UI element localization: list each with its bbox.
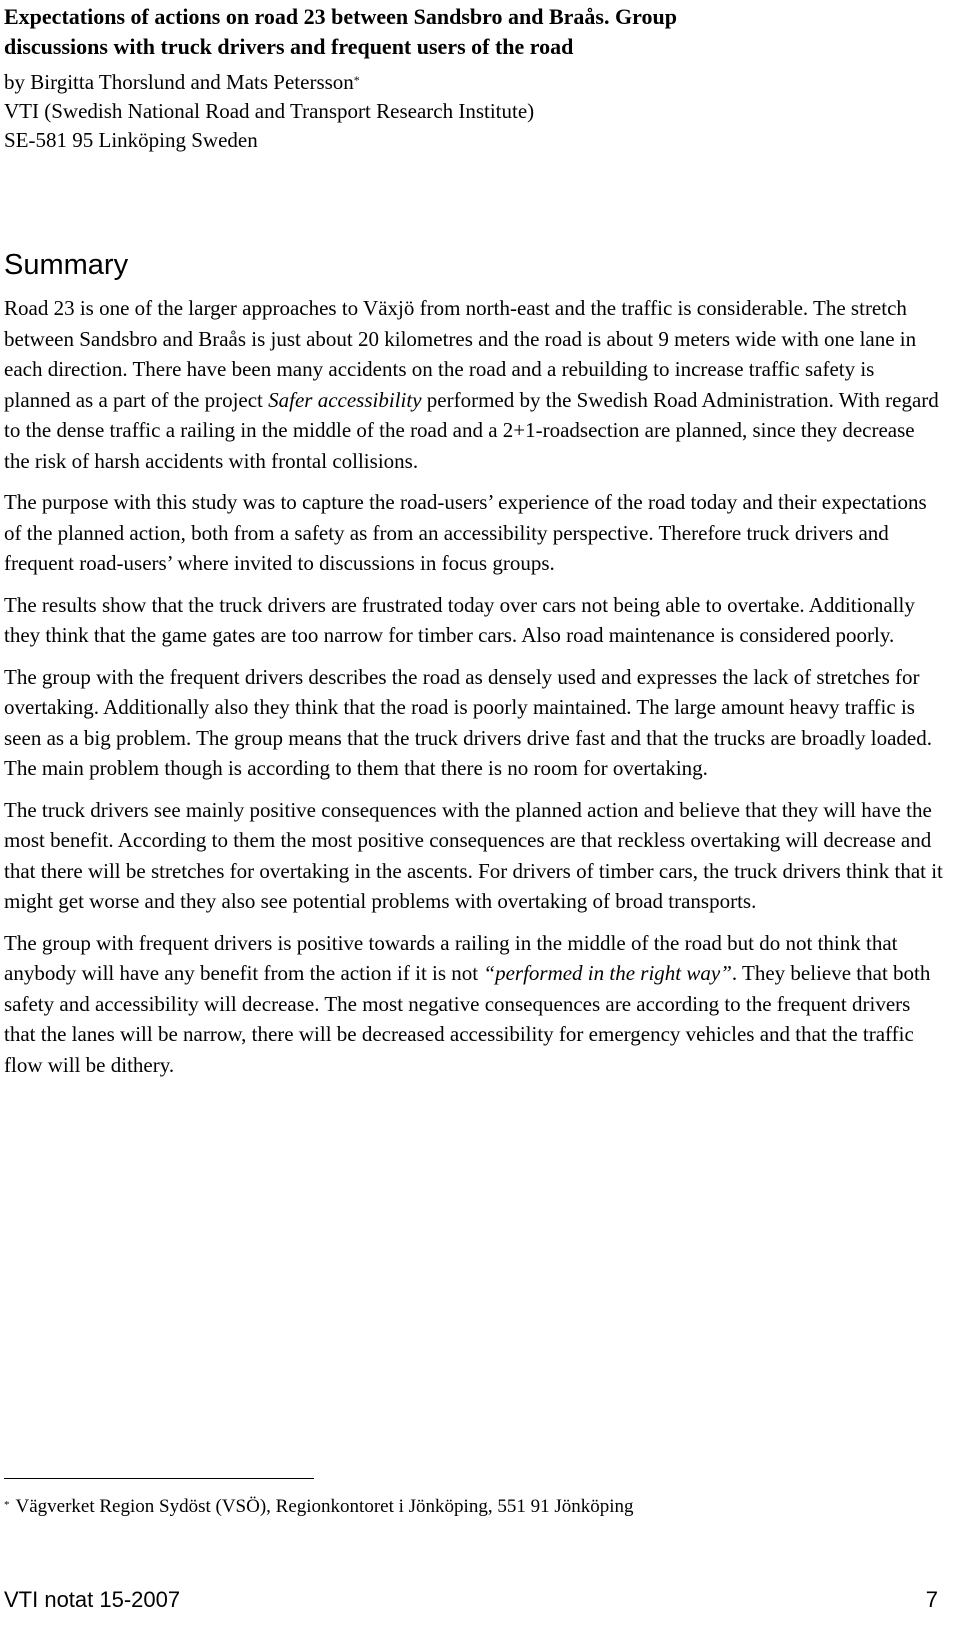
- paragraph-text: . They believe that both safety and accessibility will decrease. The most negative consequences are according to the frequent drivers that the lanes will be narrow, there will be decreased accessibility for emergency vehicles and that the traffic flow will be dithery.: [4, 961, 931, 1077]
- quoted-phrase: “performed in the right way”: [483, 961, 732, 985]
- author-footnote-marker: *: [353, 73, 360, 87]
- footnote-marker: *: [4, 1499, 10, 1511]
- summary-paragraph-2: The purpose with this study was to capture the road-users’ experience of the road today and their expectations of the planned action, both from a safety as from an accessibility perspective. Therefore truck drivers and frequent road-users’ where invited to discussions in focus groups.: [4, 490, 927, 575]
- page-number: 7: [925, 1587, 938, 1612]
- footnote-text: Vägverket Region Sydöst (VSÖ), Regionkontoret i Jönköping, 551 91 Jönköping: [15, 1496, 634, 1517]
- paragraph-text: The group with frequent drivers is positive towards a railing in the middle of the road but do not think that anybody will have any benefit from the action if it is not: [4, 930, 898, 985]
- author-block: [4, 68, 944, 155]
- paragraph-text: Road 23 is one of the larger approaches to Växjö from north-east and the traffic is considerable. The stretch between Sandsbro and Braås is just about 20 kilometres and the road is about 9 meters wide with one lane in each direction. There have been many accidents on the road and a rebuilding to increase traffic safety is planned as a part of the project: [4, 296, 917, 412]
- author-address: SE-581 95 Linköping Sweden: [4, 128, 258, 152]
- paragraph-text: performed by the Swedish Road Administration. With regard to the dense traffic a railing in the middle of the road and a 2+1-roadsection are planned, since they decrease the risk of harsh accidents with frontal collisions.: [4, 387, 939, 473]
- title-line-1: Expectations of actions on road 23 between Sandsbro and Braås. Group: [4, 4, 677, 29]
- author-names: by Birgitta Thorslund and Mats Petersson: [4, 70, 354, 94]
- title-line-2: discussions with truck drivers and frequent users of the road: [4, 34, 574, 59]
- summary-paragraph-4: The group with the frequent drivers describes the road as densely used and expresses the lack of stretches for overtaking. Additionally also they think that the road is poorly maintained. The large amount heavy traffic is seen as a big problem. The group means that the truck drivers drive fast and that the trucks are broadly loaded. The main problem though is according to them that there is no room for overtaking.: [4, 664, 932, 780]
- report-number: VTI notat 15-2007: [4, 1587, 181, 1612]
- summary-paragraph-5: The truck drivers see mainly positive consequences with the planned action and believe that they will have the most benefit. According to them the most positive consequences are that reckless overtaking will decrease and that there will be stretches for overtaking in the ascents. For drivers of timber cars, the truck drivers think that it might get worse and they also see potential problems with overtaking of broad transports.: [4, 797, 943, 913]
- author-byline: [4, 68, 944, 97]
- summary-paragraph-1: [4, 293, 944, 476]
- summary-paragraph-6: [4, 928, 944, 1081]
- summary-paragraph-3: The results show that the truck drivers are frustrated today over cars not being able to overtake. Additionally they think that the game gates are too narrow for timber cars. Also road maintenance is considered poorly.: [4, 592, 915, 647]
- footnote-divider: [4, 1478, 314, 1479]
- author-institute: VTI (Swedish National Road and Transport Research Institute): [4, 99, 535, 123]
- summary-heading: Summary: [4, 249, 129, 281]
- footnote: [4, 1494, 944, 1520]
- document-title: [4, 2, 944, 62]
- project-name: Safer accessibility: [268, 387, 422, 412]
- summary-body: [4, 293, 944, 1091]
